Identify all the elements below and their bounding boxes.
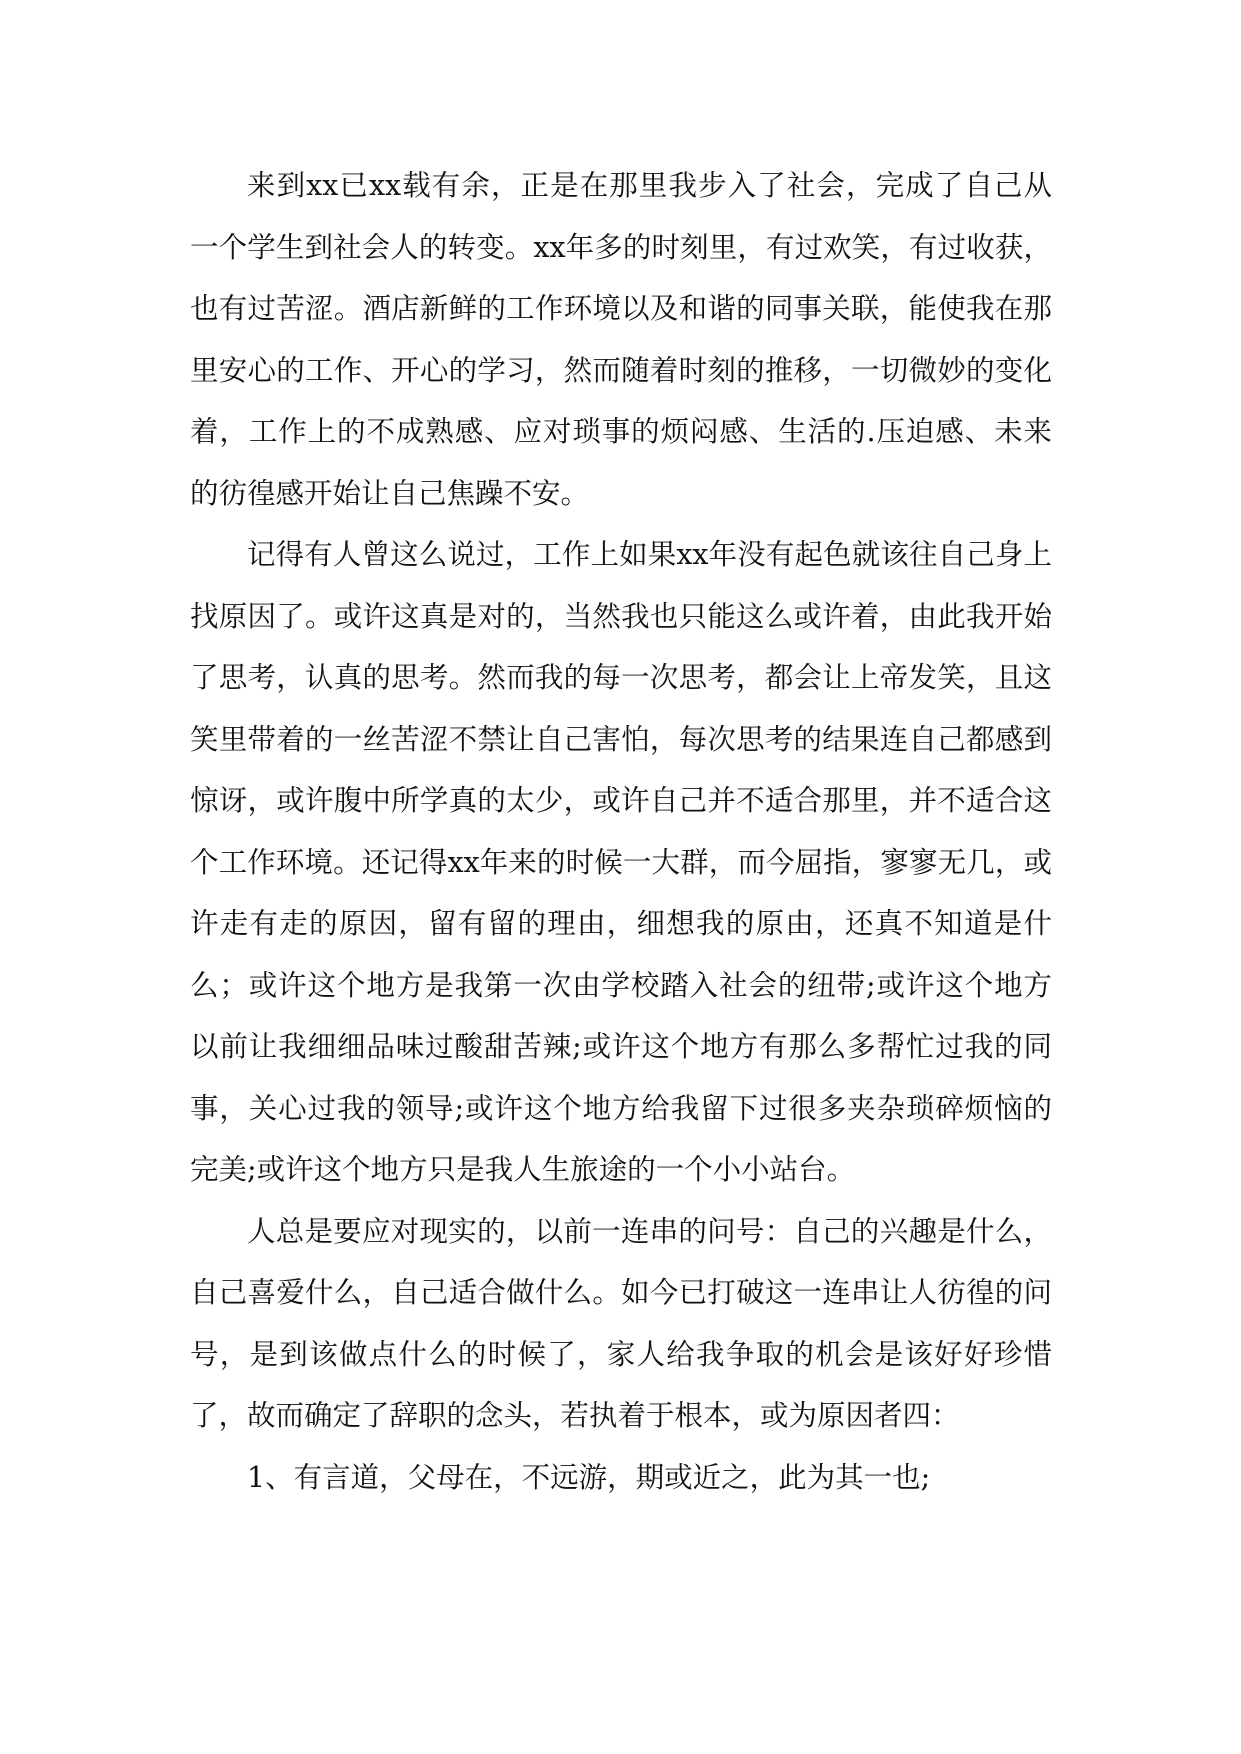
paragraph-1: 来到xx已xx载有余，正是在那里我步入了社会，完成了自己从一个学生到社会人的转变。xx年多的时刻里，有过欢笑，有过收获，也有过苦涩。酒店新鲜的工作环境以及和谐的同事关联，能使我在那里安心的工作、开心的学习，然而随着时刻的推移，一切微妙的变化着，工作上的不成熟感、应对琐事的烦闷感、生活的.压迫感、未来的彷徨感开始让自己焦躁不安。 xyxy=(190,169,1052,510)
document-body xyxy=(190,155,1052,1508)
paragraph-3: 人总是要应对现实的，以前一连串的问号：自己的兴趣是什么，自己喜爱什么，自己适合做什么。如今已打破这一连串让人彷徨的问号，是到该做点什么的时候了，家人给我争取的机会是该好好珍惜了，故而确定了辞职的念头，若执着于根本，或为原因者四： xyxy=(190,1214,1052,1432)
paragraph-2: 记得有人曾这么说过，工作上如果xx年没有起色就该往自己身上找原因了。或许这真是对的，当然我也只能这么或许着，由此我开始了思考，认真的思考。然而我的每一次思考，都会让上帝发笑，且这笑里带着的一丝苦涩不禁让自己害怕，每次思考的结果连自己都感到惊讶，或许腹中所学真的太少，或许自己并不适合那里，并不适合这个工作环境。还记得xx年来的时候一大群，而今屈指，寥寥无几，或许走有走的原因，留有留的理由，细想我的原由，还真不知道是什么；或许这个地方是我第一次由学校踏入社会的纽带;或许这个地方以前让我细细品味过酸甜苦辣;或许这个地方有那么多帮忙过我的同事，关心过我的领导;或许这个地方给我留下过很多夹杂琐碎烦恼的完美;或许这个地方只是我人生旅途的一个小小站台。 xyxy=(190,538,1052,1186)
paragraph-4: 1、有言道，父母在，不远游，期或近之，此为其一也; xyxy=(247,1460,931,1494)
